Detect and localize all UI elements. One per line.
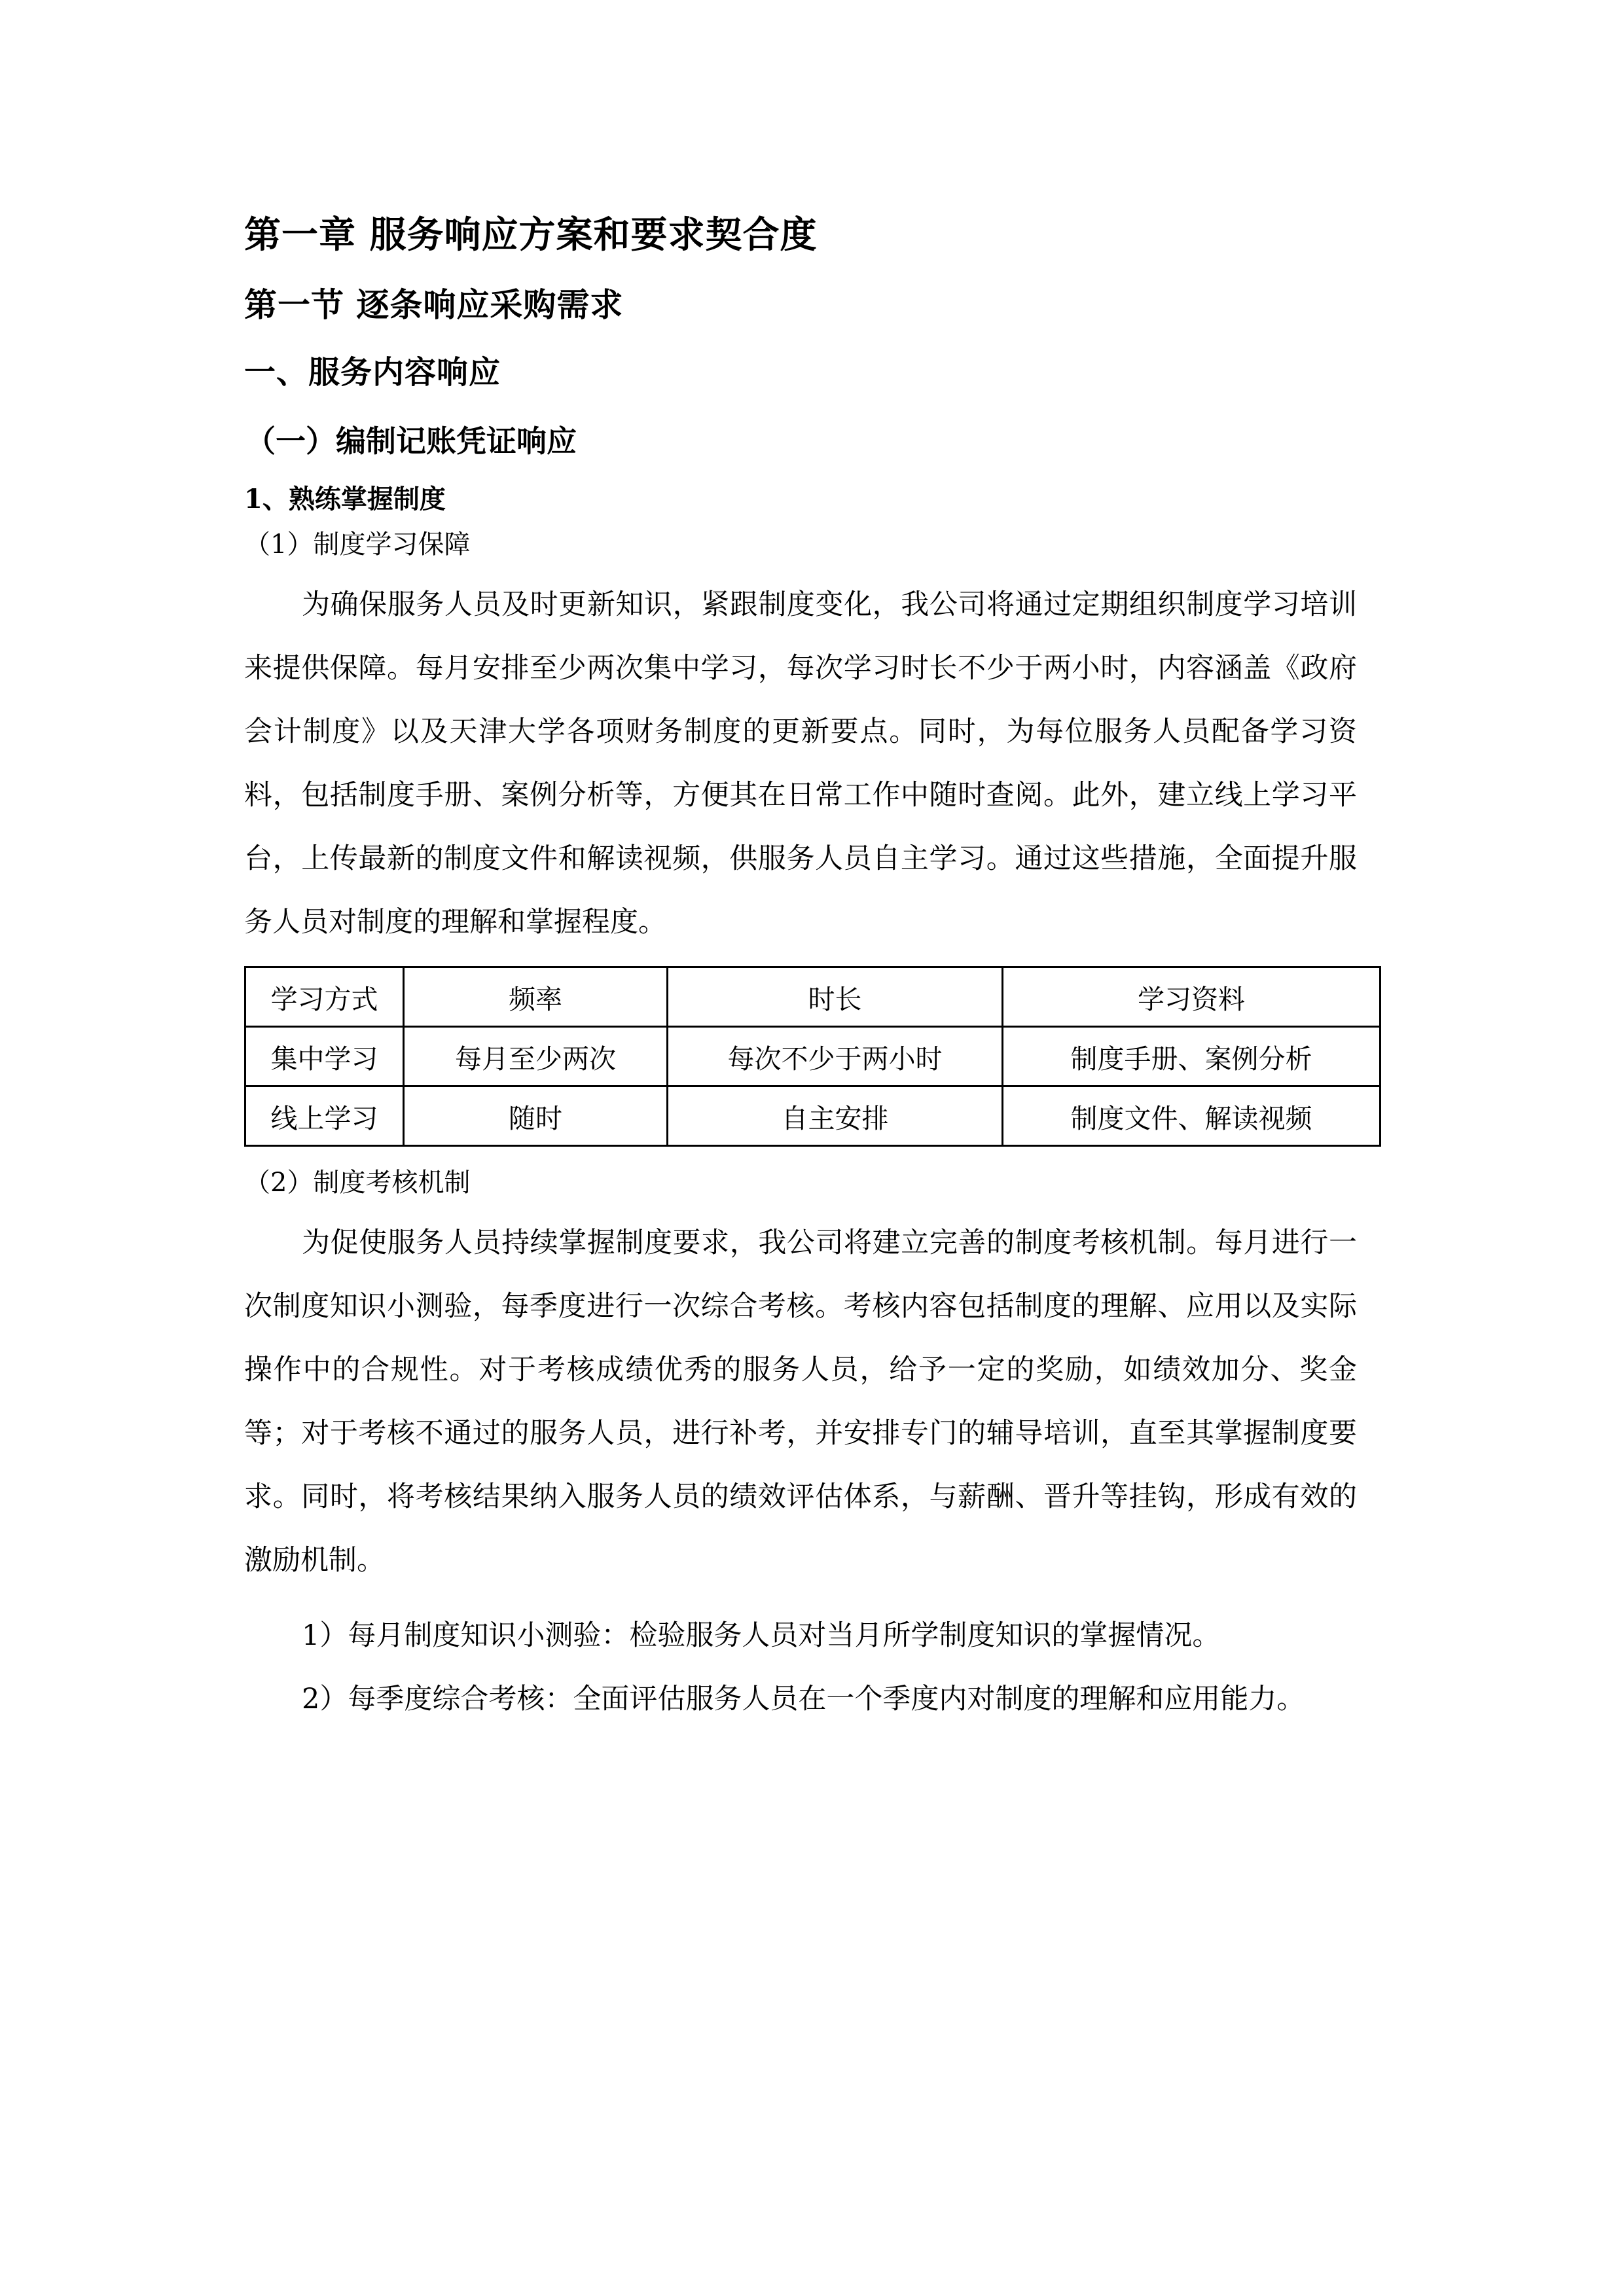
table-cell: 制度手册、案例分析 [1003, 1027, 1380, 1086]
table-cell: 线上学习 [245, 1086, 404, 1146]
paragraph-assessment-mechanism: 为促使服务人员持续掌握制度要求，我公司将建立完善的制度考核机制。每月进行一次制度知识小测验，每季度进行一次综合考核。考核内容包括制度的理解、应用以及实际操作中的合规性。对于考核成绩优秀的服务人员，给予一定的奖励，如绩效加分、奖金等；对于考核不通过的服务人员，进行补考，并安排专门的辅导培训，直至其掌握制度要求。同时，将考核结果纳入服务人员的绩效评估体系，与薪酬、晋升等挂钩，形成有效的激励机制。 [244, 1227, 1357, 1577]
table-row [245, 1027, 1380, 1086]
heading-one-service-content: 一、服务内容响应 [244, 354, 501, 391]
table-cell: 制度文件、解读视频 [1003, 1086, 1380, 1146]
table-header-cell: 学习资料 [1003, 967, 1380, 1027]
table-cell: 每次不少于两小时 [668, 1027, 1003, 1086]
table-header-cell: 时长 [668, 967, 1003, 1027]
table-cell: 随时 [404, 1086, 668, 1146]
table-row [245, 1086, 1380, 1146]
chapter-title: 第一章 服务响应方案和要求契合度 [244, 214, 818, 257]
paragraph-learning-guarantee: 为确保服务人员及时更新知识，紧跟制度变化，我公司将通过定期组织制度学习培训来提供保障。每月安排至少两次集中学习，每次学习时长不少于两小时，内容涵盖《政府会计制度》以及天津大学各项财务制度的更新要点。同时，为每位服务人员配备学习资料，包括制度手册、案例分析等，方便其在日常工作中随时查阅。此外，建立线上学习平台，上传最新的制度文件和解读视频，供服务人员自主学习。通过这些措施，全面提升服务人员对制度的理解和掌握程度。 [244, 588, 1357, 939]
sub-heading-learning-guarantee: （1）制度学习保障 [244, 529, 471, 560]
table-cell: 自主安排 [668, 1086, 1003, 1146]
table-cell: 每月至少两次 [404, 1027, 668, 1086]
table-header-cell: 学习方式 [245, 967, 404, 1027]
list-item-monthly-quiz: 1）每月制度知识小测验：检验服务人员对当月所学制度知识的掌握情况。 [302, 1619, 1221, 1652]
sub-heading-assessment-mechanism: （2）制度考核机制 [244, 1168, 471, 1198]
list-item-quarterly-review: 2）每季度综合考核：全面评估服务人员在一个季度内对制度的理解和应用能力。 [302, 1683, 1305, 1715]
document-content [244, 0, 1357, 1731]
heading-group-voucher: （一）编制记账凭证响应 [245, 423, 577, 459]
learning-method-table [244, 966, 1381, 1147]
table-header-row [245, 967, 1380, 1027]
table-header-cell: 频率 [404, 967, 668, 1027]
section-title: 第一节 逐条响应采购需求 [244, 286, 624, 324]
table-cell: 集中学习 [245, 1027, 404, 1086]
item-heading-master-system: 1、熟练掌握制度 [244, 484, 446, 514]
